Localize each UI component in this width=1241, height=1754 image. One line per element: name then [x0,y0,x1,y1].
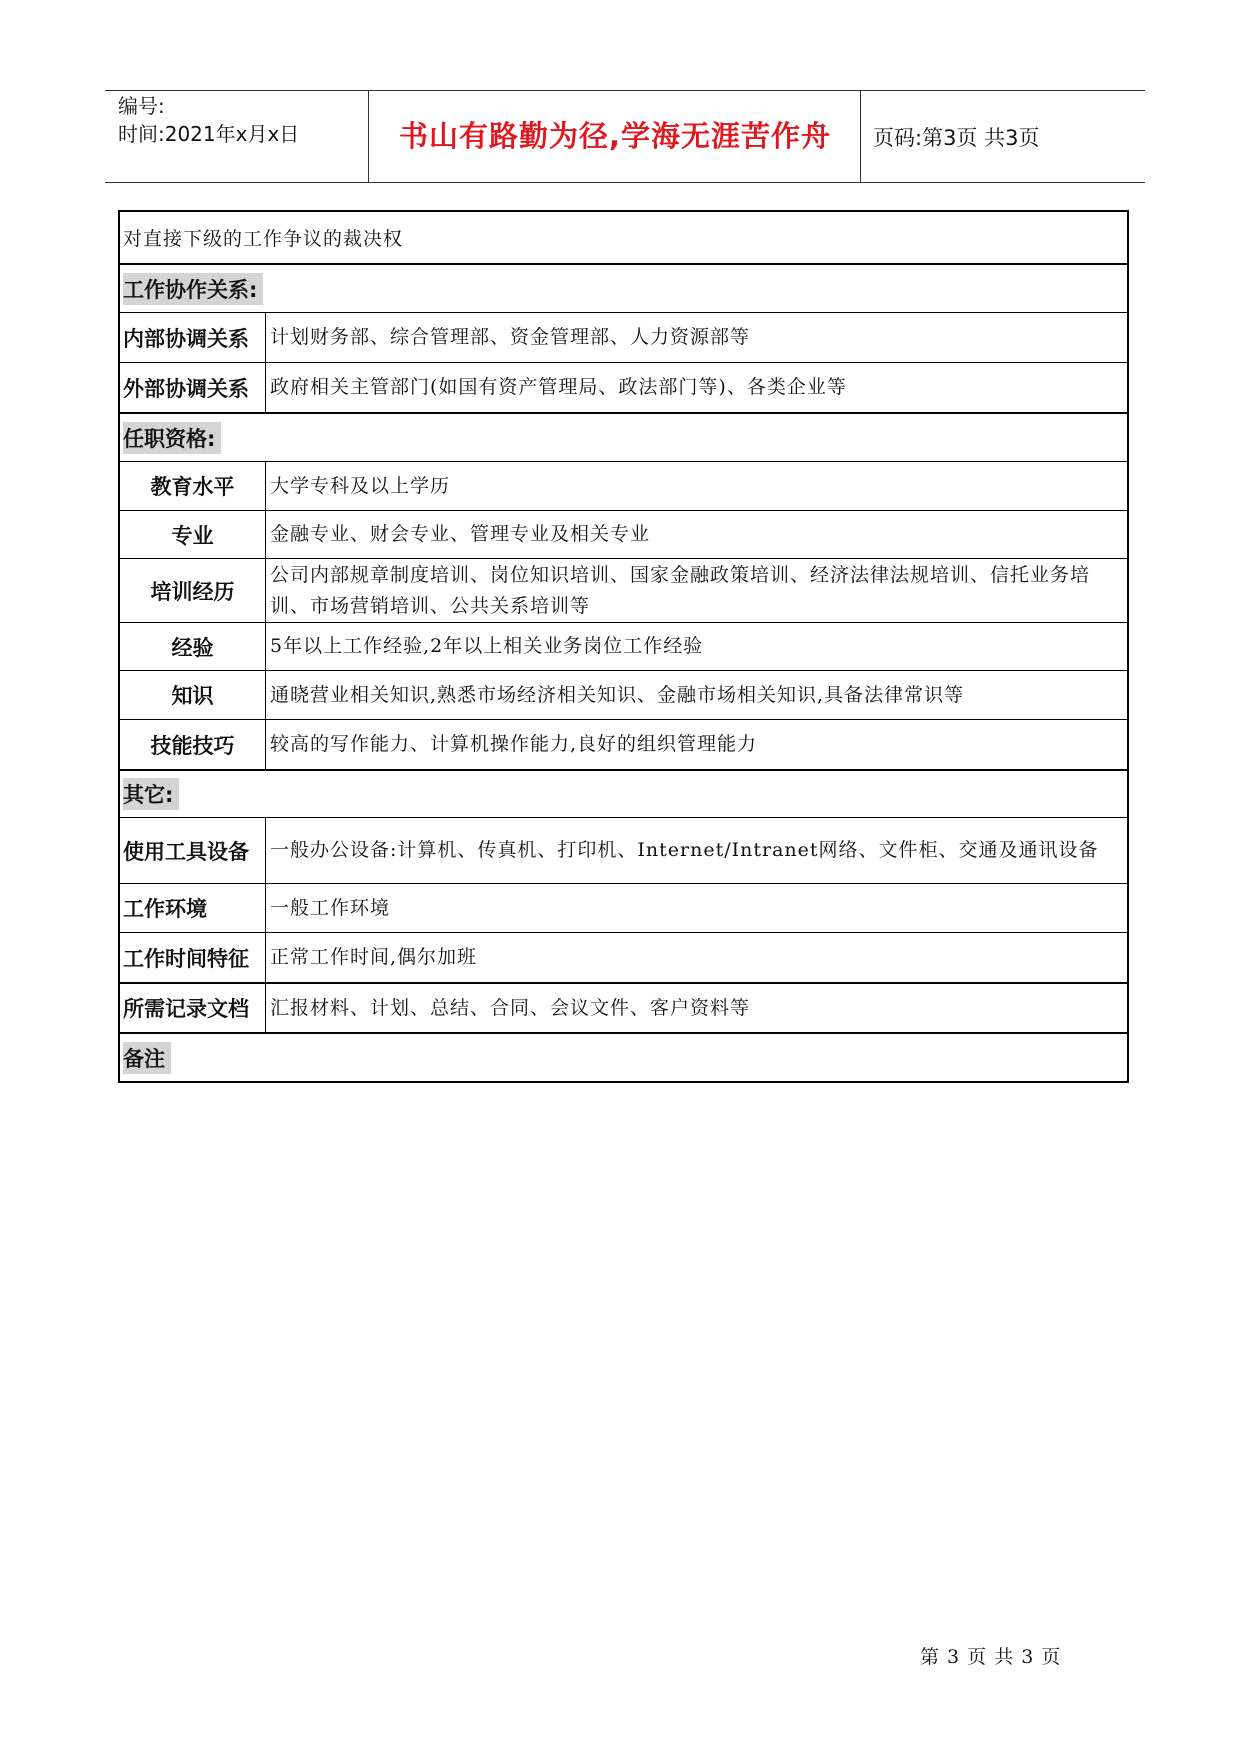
header-divider-left [368,90,369,183]
remarks-row [120,1032,1127,1081]
row-label: 培训经历 [120,559,266,622]
row-label: 技能技巧 [120,720,266,769]
table-row [120,461,1127,510]
row-value: 公司内部规章制度培训、岗位知识培训、国家金融政策培训、经济法律法规培训、信托业务培训、市场营销培训、公共关系培训等 [270,563,1091,617]
qual-section-heading [120,414,1127,461]
row-label: 内部协调关系 [120,313,266,362]
remarks-label: 备注 [123,1042,171,1074]
table-row [120,312,1127,362]
job-description-table [118,210,1129,1083]
collab-section-title: 工作协作关系: [123,273,263,305]
table-row [120,817,1127,883]
row-label: 经验 [120,623,266,670]
header-meta [118,92,299,148]
qual-section-row [120,412,1127,461]
row-value: 通晓营业相关知识,熟悉市场经济相关知识、金融市场相关知识,具备法律常识等 [270,683,965,706]
footer-page-number: 第 3 页 共 3 页 [920,1646,1062,1668]
header-divider-right [860,90,861,183]
table-row [120,622,1127,670]
other-section-heading [120,771,1127,817]
authority-row [120,212,1127,263]
document-number-label: 编号: [118,94,165,118]
row-label: 工作时间特征 [120,933,266,982]
table-row [120,670,1127,719]
row-value: 5年以上工作经验,2年以上相关业务岗位工作经验 [270,635,704,657]
row-label: 外部协调关系 [120,363,266,412]
table-row [120,719,1127,769]
row-value: 计划财务部、综合管理部、资金管理部、人力资源部等 [270,326,751,348]
row-label: 教育水平 [120,462,266,510]
table-row [120,362,1127,412]
row-label: 所需记录文档 [120,984,266,1032]
other-section-row [120,769,1127,817]
collab-section-heading [120,265,1127,312]
header-bottom-rule [105,182,1145,183]
row-label: 工作环境 [120,884,266,932]
qual-section-title: 任职资格: [123,422,221,454]
row-value: 政府相关主管部门(如国有资产管理局、政法部门等)、各类企业等 [270,376,847,398]
collab-section-row [120,263,1127,312]
row-value: 较高的写作能力、计算机操作能力,良好的组织管理能力 [270,733,758,755]
header-motto: 书山有路勤为径,学海无涯苦作舟 [398,119,832,153]
table-row [120,558,1127,622]
table-row [120,883,1127,932]
table-row [120,982,1127,1032]
row-label: 专业 [120,511,266,558]
row-value: 一般工作环境 [270,896,391,919]
remarks-heading [120,1034,1127,1081]
row-label: 使用工具设备 [120,818,266,883]
document-time-label: 时间:2021年x月x日 [118,122,300,146]
header-top-rule [105,90,1145,91]
row-value: 正常工作时间,偶尔加班 [270,946,478,968]
table-row [120,932,1127,982]
header-page-label: 页码:第3页 共3页 [873,126,1040,150]
row-value: 大学专科及以上学历 [270,474,451,497]
row-value: 汇报材料、计划、总结、合同、会议文件、客户资料等 [270,996,751,1019]
table-row [120,510,1127,558]
row-value: 金融专业、财会专业、管理专业及相关专业 [270,523,651,545]
row-value: 一般办公设备:计算机、传真机、打印机、Internet/Intranet网络、文件柜、交通及通讯设备 [270,839,1099,861]
row-label: 知识 [120,671,266,719]
authority-item: 对直接下级的工作争议的裁决权 [123,228,404,250]
other-section-title: 其它: [123,778,179,810]
